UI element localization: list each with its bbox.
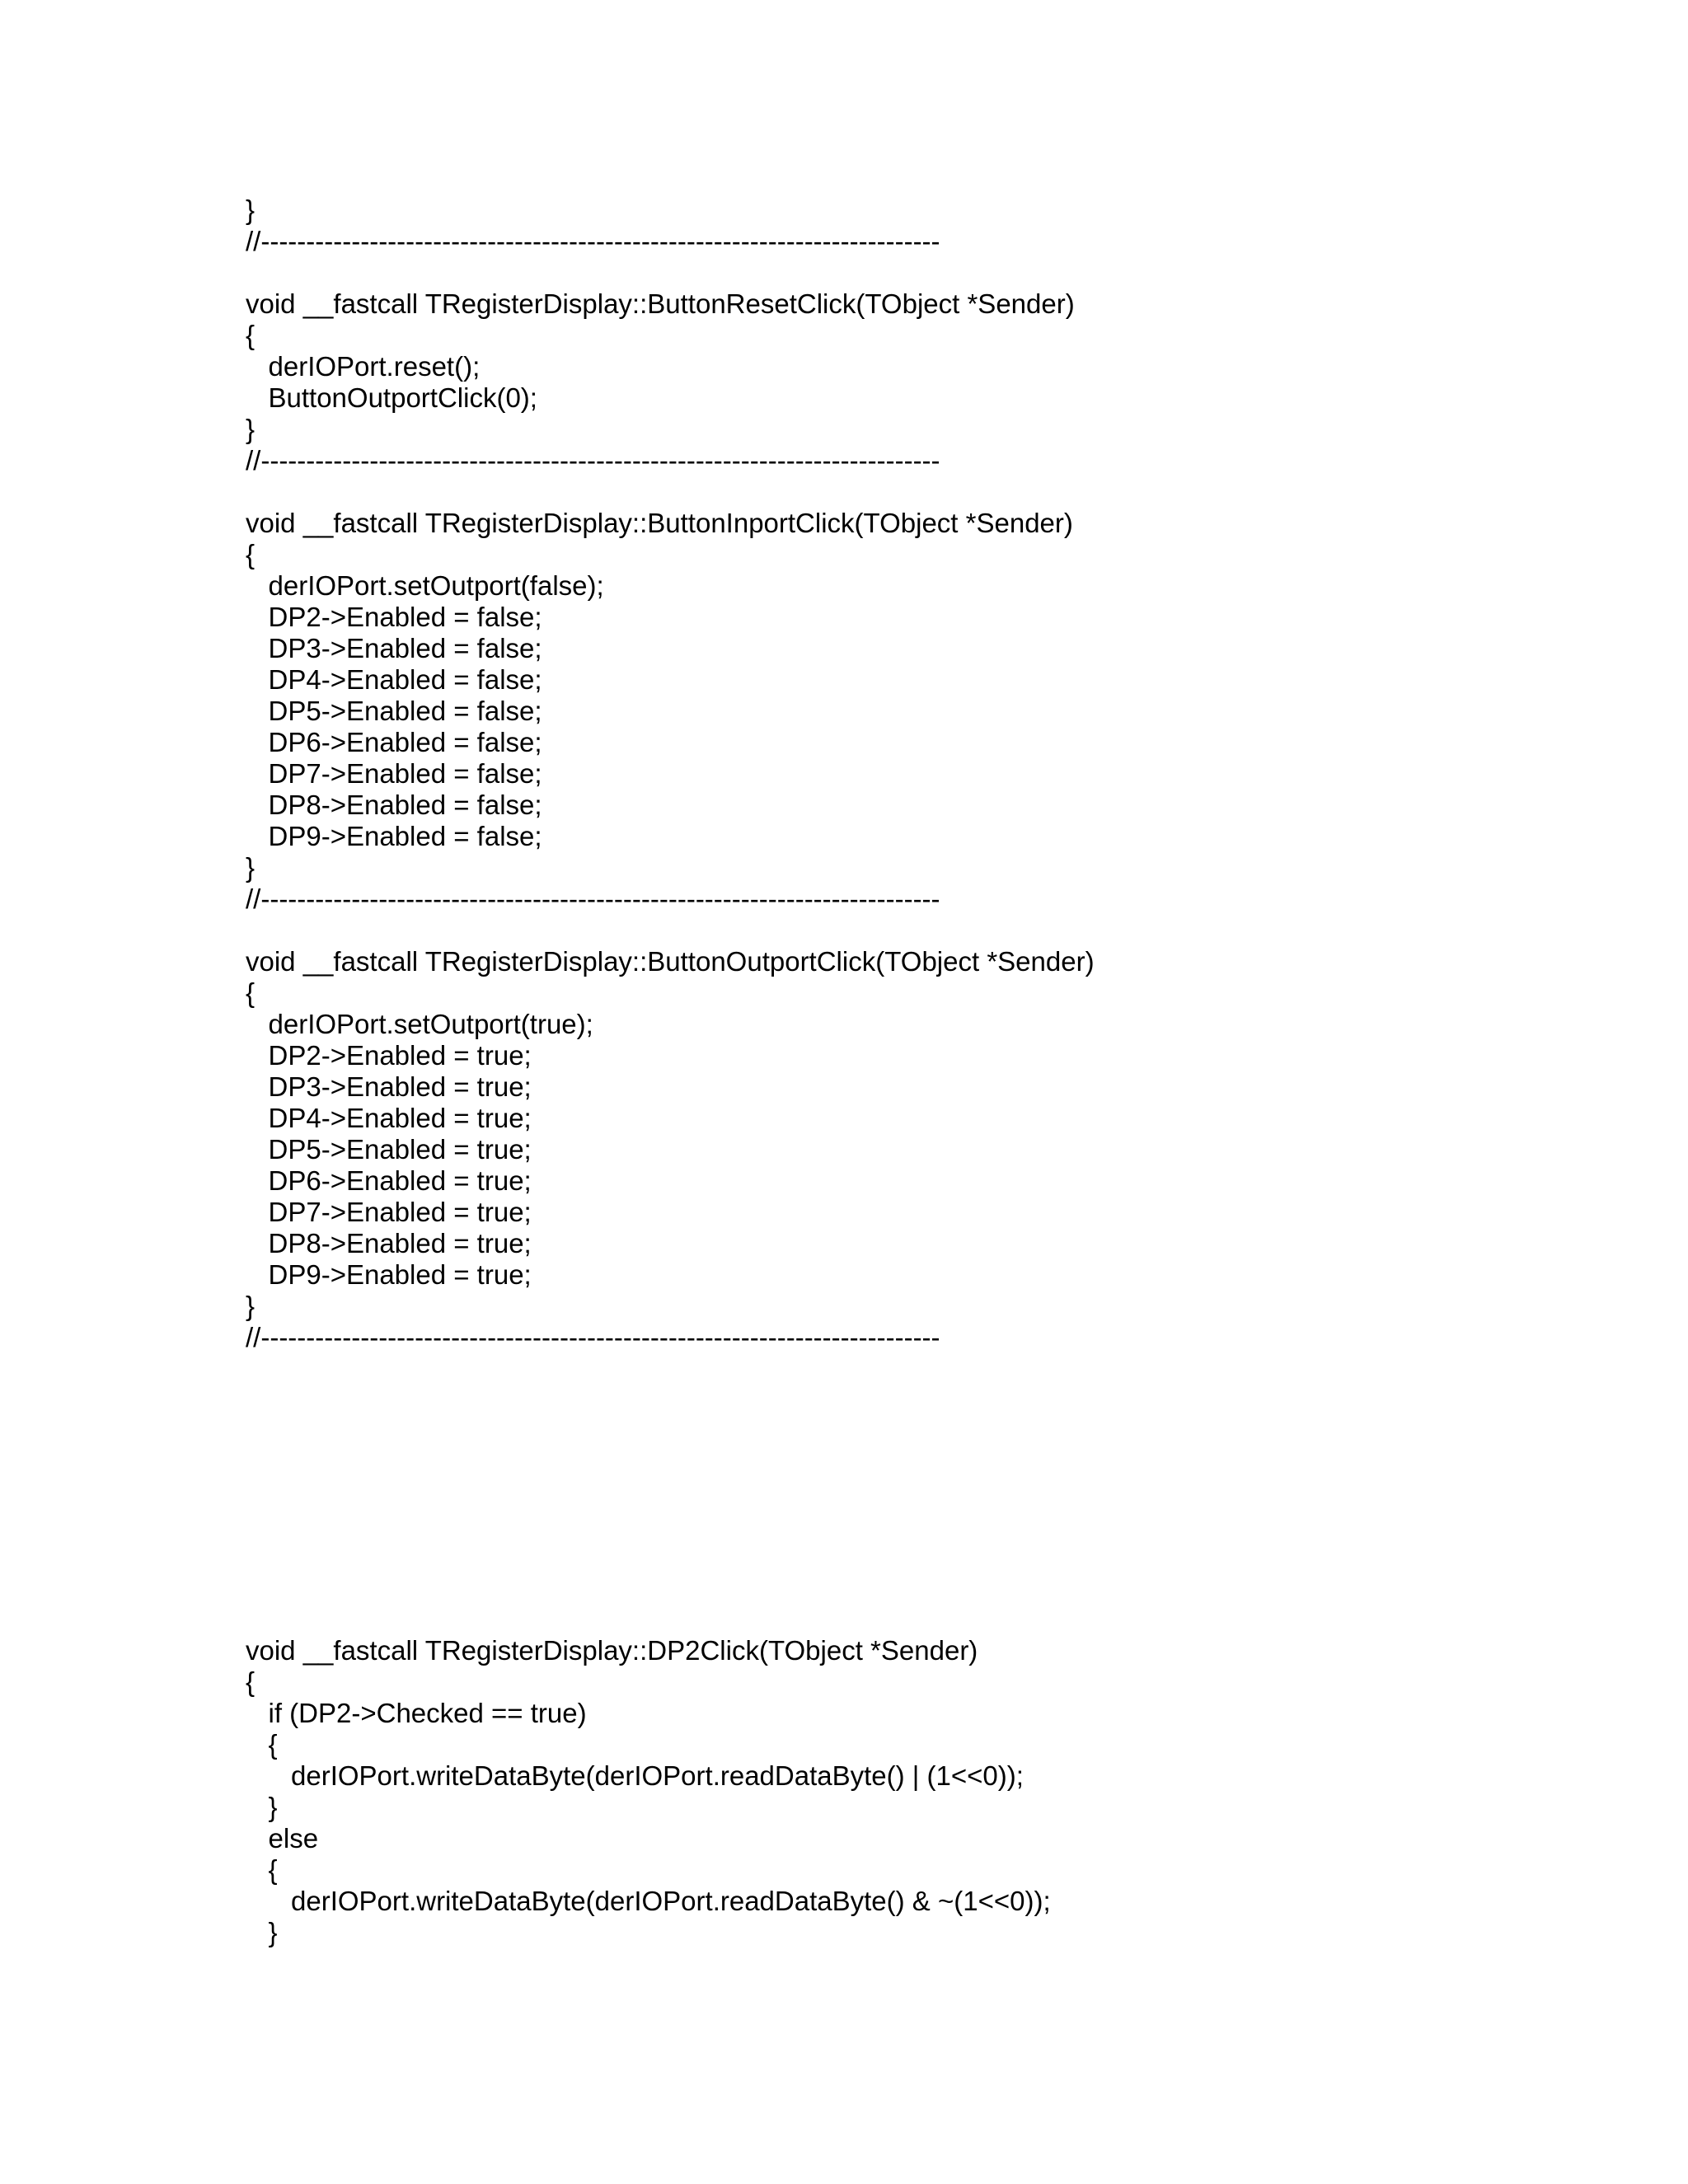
code-line: DP4->Enabled = true; (246, 1103, 532, 1133)
code-line: DP4->Enabled = false; (246, 664, 542, 695)
code-line: DP5->Enabled = true; (246, 1134, 532, 1165)
code-block-dp2-click (246, 1635, 1051, 1948)
code-line: DP2->Enabled = false; (246, 602, 542, 632)
code-line: if (DP2->Checked == true) (246, 1698, 587, 1728)
code-line: DP5->Enabled = false; (246, 696, 542, 726)
blank-line (246, 476, 1095, 508)
code-line: void __fastcall TRegisterDisplay::ButtonInportClick(TObject *Sender) (246, 508, 1073, 538)
code-line: //--------------------------------------------------------------------------- (246, 883, 940, 914)
code-line: else (246, 1823, 319, 1854)
code-line: DP9->Enabled = false; (246, 821, 542, 851)
code-line: } (246, 414, 256, 444)
code-line: DP3->Enabled = false; (246, 633, 542, 663)
code-line: //--------------------------------------------------------------------------- (246, 1322, 940, 1352)
code-line: { (246, 320, 256, 350)
code-line: } (246, 852, 256, 883)
code-line: derIOPort.setOutport(true); (246, 1009, 593, 1039)
code-block-register-buttons (246, 194, 1095, 1353)
code-line: } (246, 1792, 278, 1822)
code-line: void __fastcall TRegisterDisplay::DP2Click(TObject *Sender) (246, 1635, 978, 1666)
code-line: { (246, 1854, 278, 1885)
blank-line (246, 915, 1095, 946)
code-line: { (246, 1729, 278, 1760)
code-line: void __fastcall TRegisterDisplay::ButtonResetClick(TObject *Sender) (246, 288, 1075, 319)
code-line: DP6->Enabled = true; (246, 1165, 532, 1196)
code-line: } (246, 1291, 256, 1321)
code-line: derIOPort.setOutport(false); (246, 570, 604, 601)
code-line: DP8->Enabled = false; (246, 790, 542, 820)
code-line: //--------------------------------------------------------------------------- (246, 445, 940, 476)
code-line: DP8->Enabled = true; (246, 1228, 532, 1258)
code-line: DP6->Enabled = false; (246, 727, 542, 757)
blank-line (246, 257, 1095, 288)
code-line: DP9->Enabled = true; (246, 1259, 532, 1290)
code-line: //--------------------------------------------------------------------------- (246, 226, 940, 256)
code-line: { (246, 977, 256, 1008)
code-line: } (246, 1917, 278, 1947)
code-line: derIOPort.writeDataByte(derIOPort.readDataByte() | (1<<0)); (246, 1760, 1024, 1791)
code-line: { (246, 1666, 256, 1697)
code-line: DP2->Enabled = true; (246, 1040, 532, 1071)
code-line: derIOPort.reset(); (246, 351, 481, 382)
code-line: DP7->Enabled = true; (246, 1197, 532, 1227)
code-line: ButtonOutportClick(0); (246, 382, 537, 413)
code-line: DP7->Enabled = false; (246, 758, 542, 789)
code-line: } (246, 194, 256, 225)
code-line: { (246, 539, 256, 569)
code-line: DP3->Enabled = true; (246, 1071, 532, 1102)
code-line: void __fastcall TRegisterDisplay::ButtonOutportClick(TObject *Sender) (246, 946, 1095, 977)
code-line: derIOPort.writeDataByte(derIOPort.readDataByte() & ~(1<<0)); (246, 1886, 1051, 1916)
